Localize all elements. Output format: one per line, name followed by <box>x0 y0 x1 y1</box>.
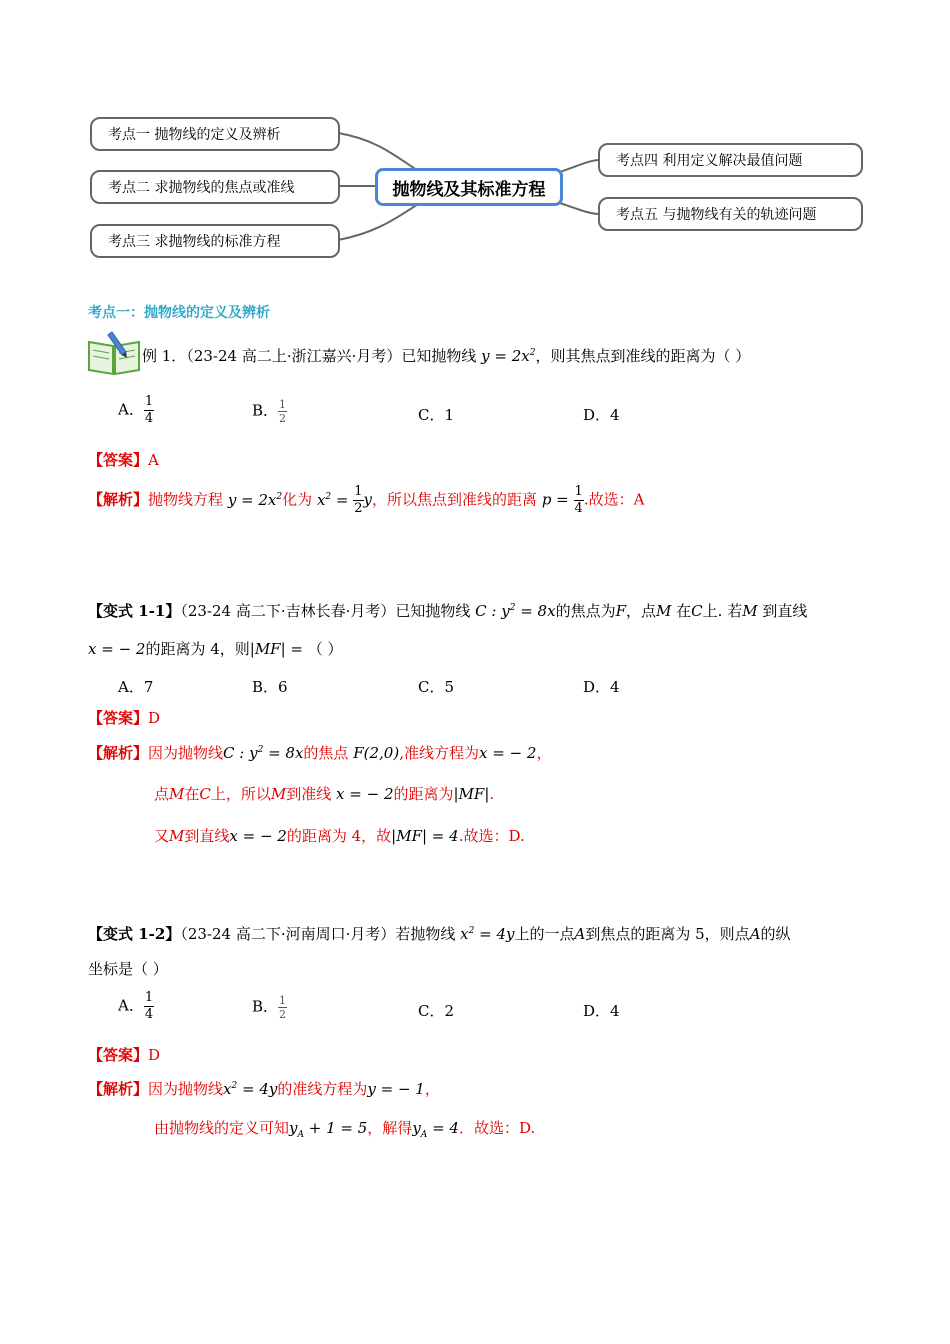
mindmap-node-1: 考点一 抛物线的定义及辨析 <box>90 117 340 151</box>
option-b: B． $\frac{1}{2}$ <box>252 398 287 425</box>
variant1-analysis-1: 【解析】因为抛物线C : $y^2 = 8x$的焦点 F(2,0),准线方程为x = − 2， <box>88 744 552 762</box>
formula-y-2x2: $y = 2x^2$ <box>481 347 536 365</box>
variant2-answer: 【答案】D <box>88 1046 161 1064</box>
mindmap-node-2: 考点二 求抛物线的焦点或准线 <box>90 170 340 204</box>
option-c: C．1 <box>418 406 455 424</box>
variant1-question-line2: x = − 2的距离为 4，则|MF| = （ ） <box>88 640 343 658</box>
example1-question <box>142 345 750 366</box>
variant1-answer: 【答案】D <box>88 709 161 727</box>
variant1-analysis-2: 点M在C上，所以M到准线 x = − 2的距离为|MF|. <box>154 785 495 803</box>
mindmap-node-5: 考点五 与抛物线有关的轨迹问题 <box>598 197 863 231</box>
variant1-option-b: B．6 <box>252 678 288 696</box>
book-pencil-icon <box>86 330 142 376</box>
variant1-option-d: D．4 <box>583 678 620 696</box>
example-label: 例 1． <box>142 347 187 365</box>
section-heading: 考点一：抛物线的定义及辨析 <box>88 305 270 321</box>
example1-analysis: 【解析】抛物线方程 $y = 2x^2$化为 $x^2$ = $\frac{1}{2}$ y，所以焦点到准线的距离 p = $\frac{1}{4}$ .故选：A <box>88 484 645 516</box>
variant2-question-line2: 坐标是（ ） <box>88 960 168 978</box>
variant2-option-c: C．2 <box>418 1002 455 1020</box>
mindmap-node-4: 考点四 利用定义解决最值问题 <box>598 143 863 177</box>
example1-answer: 【答案】A <box>88 451 159 469</box>
variant2-option-b: B． $\frac{1}{2}$ <box>252 994 287 1021</box>
example-tail: ，则其焦点到准线的距离为（ ） <box>535 347 751 365</box>
mindmap-node-3: 考点三 求抛物线的标准方程 <box>90 224 340 258</box>
variant1-question-line1: 【变式 1-1】（23-24 高二下·吉林长春·月考）已知抛物线 C : $y^2 = 8x$的焦点为F，点M 在C上. 若M 到直线 <box>88 602 808 620</box>
variant2-option-a: A． $\frac{1}{4}$ <box>118 990 154 1022</box>
example-source: （23-24 高二上·浙江嘉兴·月考）已知抛物线 <box>186 347 477 365</box>
mindmap-center: 抛物线及其标准方程 <box>375 168 563 206</box>
variant1-option-c: C．5 <box>418 678 455 696</box>
fraction-1-4: $\frac{1}{4}$ <box>144 394 154 426</box>
variant2-option-d: D．4 <box>583 1002 620 1020</box>
option-a: A． $\frac{1}{4}$ <box>118 394 154 426</box>
variant2-analysis-2: 由抛物线的定义可知$y_A + 1 = 5$，解得$y_A = 4$．故选：D. <box>154 1119 536 1140</box>
variant1-option-a: A．7 <box>118 678 154 696</box>
fraction-1-2: $\frac{1}{2}$ <box>279 398 287 425</box>
variant2-analysis-1: 【解析】因为抛物线$x^2 = 4y$的准线方程为y = − 1， <box>88 1080 440 1098</box>
option-d: D．4 <box>583 406 620 424</box>
variant1-analysis-3: 又M到直线x = − 2的距离为 4，故|MF| = 4.故选：D. <box>154 827 525 845</box>
variant2-question-line1: 【变式 1-2】（23-24 高二下·河南周口·月考）若抛物线 $x^2 = 4y$上的一点A到焦点的距离为 5，则点A的纵 <box>88 925 791 943</box>
